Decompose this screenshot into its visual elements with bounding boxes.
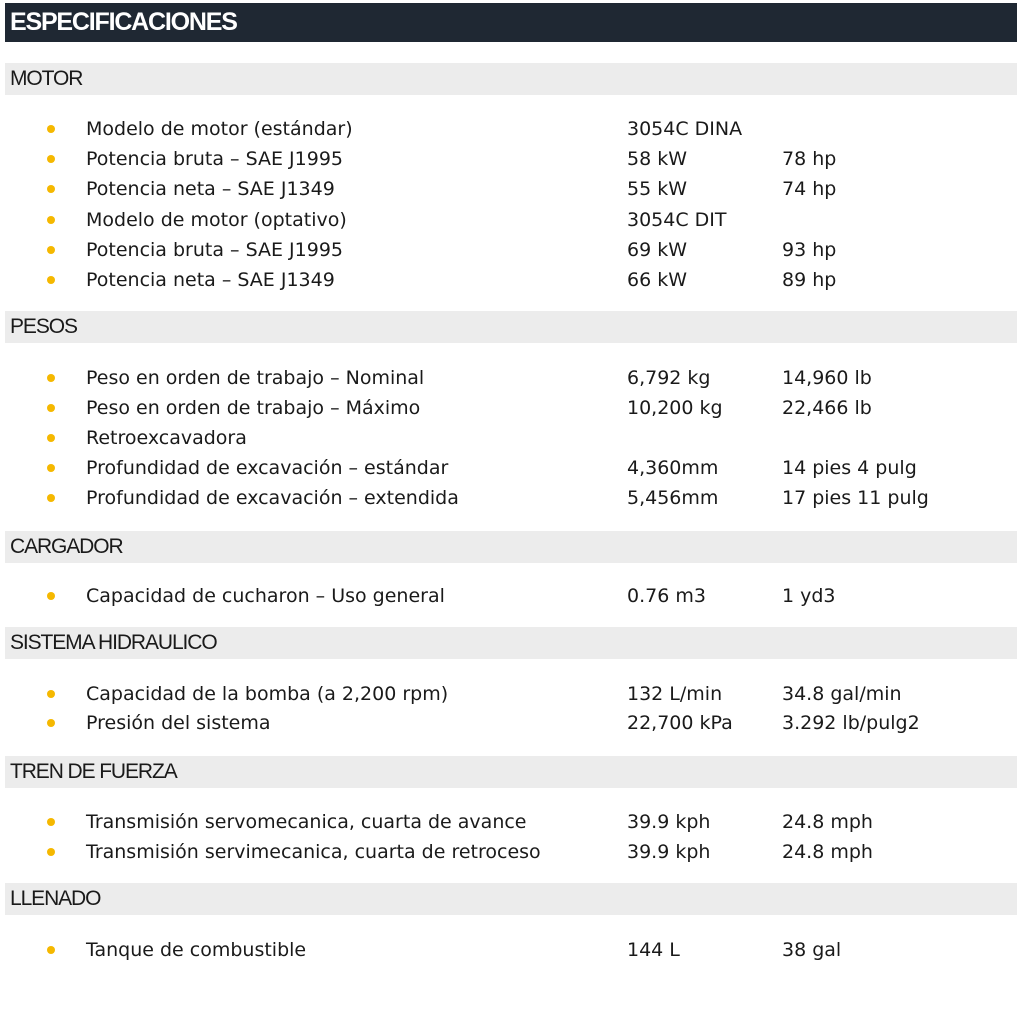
spec-label: Peso en orden de trabajo – Máximo xyxy=(86,397,421,419)
bullet-icon xyxy=(47,155,55,163)
spec-metric-value: 66 kW xyxy=(627,269,688,291)
spec-metric-value: 58 kW xyxy=(627,148,688,170)
spec-row xyxy=(0,837,1024,867)
spec-metric-value: 69 kW xyxy=(627,239,688,261)
section-heading-sistema-hidraulico: SISTEMA HIDRAULICO xyxy=(5,627,1017,659)
spec-row xyxy=(0,453,1024,483)
spec-label: Potencia neta – SAE J1349 xyxy=(86,178,335,200)
bullet-icon xyxy=(47,848,55,856)
spec-metric-value: 39.9 kph xyxy=(627,811,711,833)
spec-row xyxy=(0,393,1024,423)
spec-metric-value: 3054C DIT xyxy=(627,209,727,231)
spec-row xyxy=(0,144,1024,174)
spec-label: Modelo de motor (estándar) xyxy=(86,118,353,140)
spec-row xyxy=(0,708,1024,738)
spec-label: Peso en orden de trabajo – Nominal xyxy=(86,367,425,389)
spec-imperial-value: 14 pies 4 pulg xyxy=(782,457,917,479)
spec-label: Retroexcavadora xyxy=(86,427,247,449)
spec-metric-value: 5,456mm xyxy=(627,487,719,509)
spec-imperial-value: 1 yd3 xyxy=(782,585,836,607)
spec-label: Potencia bruta – SAE J1995 xyxy=(86,148,343,170)
spec-metric-value: 144 L xyxy=(627,939,680,961)
bullet-icon xyxy=(47,125,55,133)
spec-imperial-value: 74 hp xyxy=(782,178,837,200)
spec-metric-value: 6,792 kg xyxy=(627,367,711,389)
spec-row xyxy=(0,483,1024,513)
bullet-icon xyxy=(47,246,55,254)
spec-label: Capacidad de cucharon – Uso general xyxy=(86,585,445,607)
bullet-icon xyxy=(47,494,55,502)
spec-label: Potencia neta – SAE J1349 xyxy=(86,269,335,291)
spec-imperial-value: 14,960 lb xyxy=(782,367,872,389)
spec-metric-value: 22,700 kPa xyxy=(627,712,733,734)
spec-imperial-value: 89 hp xyxy=(782,269,837,291)
spec-label: Profundidad de excavación – extendida xyxy=(86,487,459,509)
spec-row xyxy=(0,679,1024,709)
spec-imperial-value: 34.8 gal/min xyxy=(782,683,902,705)
spec-label: Modelo de motor (optativo) xyxy=(86,209,347,231)
page-title: ESPECIFICACIONES xyxy=(5,3,1017,42)
spec-row xyxy=(0,205,1024,235)
spec-row xyxy=(0,235,1024,265)
bullet-icon xyxy=(47,404,55,412)
spec-imperial-value: 93 hp xyxy=(782,239,837,261)
section-heading-llenado: LLENADO xyxy=(5,883,1017,915)
spec-row xyxy=(0,935,1024,965)
bullet-icon xyxy=(47,185,55,193)
spec-row xyxy=(0,363,1024,393)
bullet-icon xyxy=(47,434,55,442)
spec-metric-value: 39.9 kph xyxy=(627,841,711,863)
spec-label: Tanque de combustible xyxy=(86,939,307,961)
spec-row xyxy=(0,174,1024,204)
bullet-icon xyxy=(47,690,55,698)
bullet-icon xyxy=(47,276,55,284)
bullet-icon xyxy=(47,216,55,224)
spec-row xyxy=(0,807,1024,837)
section-heading-cargador: CARGADOR xyxy=(5,531,1017,563)
spec-imperial-value: 78 hp xyxy=(782,148,837,170)
section-heading-motor: MOTOR xyxy=(5,63,1017,95)
spec-imperial-value: 24.8 mph xyxy=(782,841,873,863)
spec-imperial-value: 38 gal xyxy=(782,939,842,961)
bullet-icon xyxy=(47,946,55,954)
spec-row xyxy=(0,114,1024,144)
bullet-icon xyxy=(47,464,55,472)
spec-imperial-value: 17 pies 11 pulg xyxy=(782,487,929,509)
spec-imperial-value: 22,466 lb xyxy=(782,397,872,419)
spec-metric-value: 0.76 m3 xyxy=(627,585,706,607)
bullet-icon xyxy=(47,592,55,600)
bullet-icon xyxy=(47,374,55,382)
spec-metric-value: 4,360mm xyxy=(627,457,719,479)
section-heading-pesos: PESOS xyxy=(5,311,1017,343)
spec-label: Transmisión servomecanica, cuarta de avance xyxy=(86,811,527,833)
spec-label: Presión del sistema xyxy=(86,712,271,734)
spec-metric-value: 10,200 kg xyxy=(627,397,723,419)
spec-label: Profundidad de excavación – estándar xyxy=(86,457,449,479)
spec-imperial-value: 3.292 lb/pulg2 xyxy=(782,712,920,734)
spec-metric-value: 55 kW xyxy=(627,178,688,200)
spec-label: Capacidad de la bomba (a 2,200 rpm) xyxy=(86,683,449,705)
spec-metric-value: 3054C DINA xyxy=(627,118,743,140)
spec-row xyxy=(0,581,1024,611)
bullet-icon xyxy=(47,719,55,727)
section-heading-tren-de-fuerza: TREN DE FUERZA xyxy=(5,756,1017,788)
spec-row xyxy=(0,265,1024,295)
spec-metric-value: 132 L/min xyxy=(627,683,723,705)
spec-row xyxy=(0,423,1024,453)
spec-imperial-value: 24.8 mph xyxy=(782,811,873,833)
spec-label: Transmisión servimecanica, cuarta de retroceso xyxy=(86,841,541,863)
bullet-icon xyxy=(47,818,55,826)
spec-label: Potencia bruta – SAE J1995 xyxy=(86,239,343,261)
